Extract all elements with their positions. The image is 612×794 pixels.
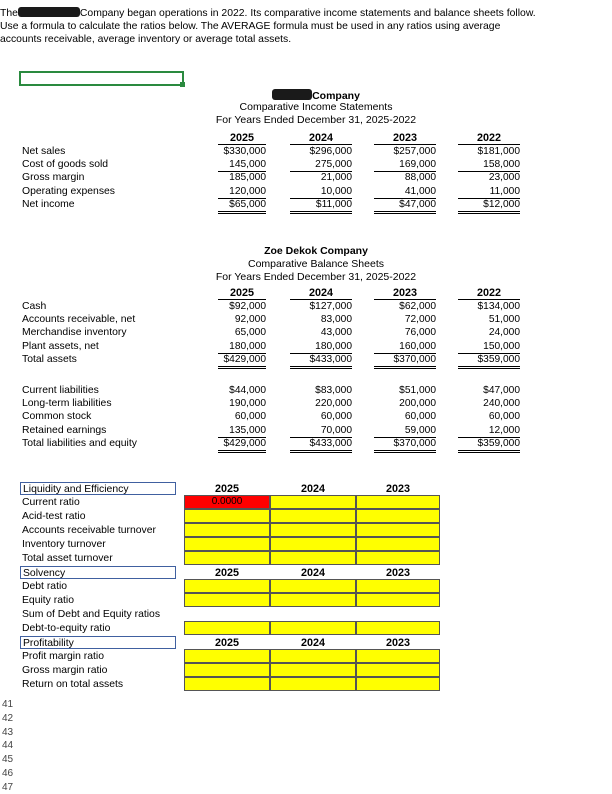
ratio-input-cell[interactable] xyxy=(270,649,356,663)
liability-value: 60,000 xyxy=(404,411,436,423)
instructions xyxy=(0,7,606,47)
ratio-label: Debt-to-equity ratio xyxy=(22,623,111,634)
income-year-2023: 2023 xyxy=(374,132,436,145)
ratio-input-cell[interactable] xyxy=(356,677,440,691)
ratio-input-cell[interactable] xyxy=(356,495,440,509)
asset-value: 51,000 xyxy=(488,314,520,326)
asset-value: 43,000 xyxy=(320,327,352,339)
ratio-year-2025: 2025 xyxy=(214,483,240,495)
current-ratio-2025-cell[interactable]: 0.0000 xyxy=(184,495,270,509)
liability-value: $83,000 xyxy=(315,385,352,396)
asset-value: 65,000 xyxy=(234,327,266,339)
liability-value: 220,000 xyxy=(315,398,352,410)
income-value: $296,000 xyxy=(309,146,352,157)
income-company-title: Company xyxy=(190,89,442,102)
ratio-input-cell[interactable] xyxy=(270,593,356,607)
asset-value: 180,000 xyxy=(218,340,266,354)
income-value: $257,000 xyxy=(393,146,436,157)
ratio-input-cell[interactable] xyxy=(270,579,356,593)
ratio-input-cell[interactable] xyxy=(270,537,356,551)
liability-value: $44,000 xyxy=(229,385,266,396)
liability-value: $51,000 xyxy=(399,385,436,396)
asset-value: 83,000 xyxy=(320,314,352,326)
ratio-year-2023: 2023 xyxy=(385,637,411,649)
ratio-input-cell[interactable] xyxy=(356,663,440,677)
asset-value: $127,000 xyxy=(309,301,352,312)
ratio-input-cell[interactable] xyxy=(270,621,356,635)
asset-value: 150,000 xyxy=(458,340,520,354)
income-value: $330,000 xyxy=(223,146,266,157)
balance-year-2023: 2023 xyxy=(374,287,436,300)
section-header-liquidity: Liquidity and Efficiency xyxy=(20,482,176,495)
asset-value: 24,000 xyxy=(488,327,520,339)
ratio-label: Gross margin ratio xyxy=(22,665,108,676)
income-value: $11,000 xyxy=(290,198,352,214)
ratio-input-cell[interactable] xyxy=(356,579,440,593)
asset-value: $429,000 xyxy=(218,353,266,369)
ratio-year-2024: 2024 xyxy=(300,637,326,649)
ratio-input-cell[interactable] xyxy=(270,495,356,509)
ratio-input-cell[interactable] xyxy=(184,537,270,551)
ratio-label: Accounts receivable turnover xyxy=(22,525,156,536)
instructions-line-1 xyxy=(0,7,606,20)
liability-value: $47,000 xyxy=(483,385,520,396)
ratio-input-cell[interactable] xyxy=(356,593,440,607)
liability-value: 60,000 xyxy=(320,411,352,423)
income-row-label: Gross margin xyxy=(22,172,85,184)
ratio-label: Total asset turnover xyxy=(22,553,113,564)
asset-value: 76,000 xyxy=(404,327,436,339)
ratio-year-2023: 2023 xyxy=(385,567,411,579)
ratio-year-2025: 2025 xyxy=(214,567,240,579)
ratio-input-cell[interactable] xyxy=(184,677,270,691)
ratio-label: Debt ratio xyxy=(22,581,68,592)
ratio-label: Inventory turnover xyxy=(22,539,106,550)
income-value: $181,000 xyxy=(477,146,520,157)
liability-value: 59,000 xyxy=(374,424,436,438)
income-year-2024: 2024 xyxy=(290,132,352,145)
ratio-input-cell[interactable] xyxy=(356,537,440,551)
asset-value: $359,000 xyxy=(458,353,520,369)
ratio-year-2023: 2023 xyxy=(385,483,411,495)
row-number[interactable]: 41 xyxy=(2,699,14,710)
row-number[interactable]: 44 xyxy=(2,740,14,752)
liability-row-label: Retained earnings xyxy=(22,424,107,436)
income-value: 21,000 xyxy=(320,172,352,184)
income-value: 23,000 xyxy=(488,172,520,184)
liability-value: 12,000 xyxy=(458,424,520,438)
liability-value: $370,000 xyxy=(374,437,436,453)
ratio-input-cell[interactable] xyxy=(356,621,440,635)
liability-value: $359,000 xyxy=(458,437,520,453)
ratio-input-cell[interactable] xyxy=(270,677,356,691)
section-header-profitability: Profitability xyxy=(20,636,176,649)
liability-value: 240,000 xyxy=(483,398,520,410)
asset-row-label: Accounts receivable, net xyxy=(22,314,136,326)
asset-value: $134,000 xyxy=(477,301,520,312)
redacted-company-logo xyxy=(272,89,312,100)
income-value: 88,000 xyxy=(404,172,436,184)
balance-year-2024: 2024 xyxy=(290,287,352,300)
ratio-label: Acid-test ratio xyxy=(22,511,86,522)
liability-row-label: Common stock xyxy=(22,411,92,423)
ratio-input-cell[interactable] xyxy=(184,663,270,677)
asset-row-label: Merchandise inventory xyxy=(22,327,127,339)
balance-subtitle: Comparative Balance Sheets xyxy=(248,258,384,270)
ratio-input-cell[interactable] xyxy=(270,663,356,677)
income-value: 10,000 xyxy=(290,185,352,199)
liability-row-label: Long-term liabilities xyxy=(22,398,112,410)
row-number[interactable]: 45 xyxy=(2,754,14,766)
asset-value: $92,000 xyxy=(229,301,266,312)
liability-value: $429,000 xyxy=(218,437,266,453)
section-header-solvency: Solvency xyxy=(20,566,176,579)
liability-value: 135,000 xyxy=(218,424,266,438)
income-year-2025: 2025 xyxy=(218,132,266,145)
income-value: 185,000 xyxy=(229,172,266,184)
income-row-label: Net sales xyxy=(22,146,66,157)
row-number[interactable]: 47 xyxy=(2,781,14,793)
liability-value: 70,000 xyxy=(290,424,352,438)
ratio-input-cell[interactable] xyxy=(184,579,270,593)
income-value: $65,000 xyxy=(218,198,266,214)
income-value: 11,000 xyxy=(458,185,520,199)
balance-year-2025: 2025 xyxy=(218,287,266,300)
asset-value: $433,000 xyxy=(290,353,352,369)
asset-value: $62,000 xyxy=(399,301,436,312)
income-value: 169,000 xyxy=(374,158,436,172)
ratio-label: Equity ratio xyxy=(22,595,74,606)
instructions-the: The xyxy=(0,8,18,19)
income-row-label: Operating expenses xyxy=(22,185,115,197)
asset-value: 160,000 xyxy=(374,340,436,354)
income-value: 145,000 xyxy=(218,158,266,172)
income-year-2022: 2022 xyxy=(458,132,520,145)
ratio-input-cell[interactable] xyxy=(184,509,270,523)
ratio-year-2025: 2025 xyxy=(214,637,240,649)
ratio-input-cell[interactable] xyxy=(184,593,270,607)
balance-year-2022: 2022 xyxy=(458,287,520,300)
ratio-input-cell[interactable] xyxy=(184,551,270,565)
instructions-line-3: accounts receivable, average inventory or average total assets. xyxy=(0,34,292,46)
asset-value: 92,000 xyxy=(234,314,266,326)
liability-value: 190,000 xyxy=(229,398,266,410)
ratio-label: Sum of Debt and Equity ratios xyxy=(22,609,161,620)
instructions-line-1-text: Company began operations in 2022. Its comparative income statements and balance sheets follow. xyxy=(79,8,536,19)
row-number[interactable]: 42 xyxy=(2,712,14,724)
ratio-year-2024: 2024 xyxy=(300,483,326,495)
redacted-company-name xyxy=(18,7,80,17)
asset-value: $370,000 xyxy=(374,353,436,369)
instructions-line-2: Use a formula to calculate the ratios below. The AVERAGE formula must be used in any ratios using average xyxy=(0,21,501,33)
balance-company-title: Zoe Dekok Company xyxy=(264,245,368,257)
ratio-year-2024: 2024 xyxy=(300,567,326,579)
liability-row-label: Current liabilities xyxy=(22,385,99,396)
ratio-input-cell[interactable] xyxy=(270,523,356,537)
ratio-input-cell[interactable] xyxy=(356,551,440,565)
liability-value: 60,000 xyxy=(234,411,266,423)
income-value: 120,000 xyxy=(218,185,266,199)
ratio-input-cell[interactable] xyxy=(356,523,440,537)
ratio-input-cell[interactable] xyxy=(270,509,356,523)
ratio-input-cell[interactable] xyxy=(356,649,440,663)
income-row-label: Cost of goods sold xyxy=(22,159,109,171)
ratio-input-cell[interactable] xyxy=(184,621,270,635)
income-value: $47,000 xyxy=(374,198,436,214)
asset-row-label: Cash xyxy=(22,301,47,312)
fill-handle[interactable] xyxy=(180,82,185,87)
asset-row-label: Plant assets, net xyxy=(22,340,99,352)
asset-value: 180,000 xyxy=(290,340,352,354)
income-subtitle: Comparative Income Statements xyxy=(239,101,393,113)
row-number[interactable]: 46 xyxy=(2,768,14,779)
ratio-label: Profit margin ratio xyxy=(22,651,104,662)
liability-row-label: Total liabilities and equity xyxy=(22,437,137,449)
row-number[interactable]: 43 xyxy=(2,726,14,738)
ratio-label: Return on total assets xyxy=(22,679,124,690)
balance-period: For Years Ended December 31, 2025-2022 xyxy=(215,271,417,283)
ratio-input-cell[interactable] xyxy=(356,509,440,523)
liability-value: 60,000 xyxy=(488,411,520,423)
income-value: 158,000 xyxy=(458,158,520,172)
income-value: $12,000 xyxy=(458,198,520,214)
ratio-input-cell[interactable] xyxy=(270,551,356,565)
ratio-label: Current ratio xyxy=(22,497,80,508)
ratio-input-cell[interactable] xyxy=(184,523,270,537)
asset-row-label: Total assets xyxy=(22,353,77,365)
asset-value: 72,000 xyxy=(404,314,436,326)
income-value: 275,000 xyxy=(290,158,352,172)
ratio-input-cell[interactable] xyxy=(184,649,270,663)
liability-value: $433,000 xyxy=(290,437,352,453)
income-value: 41,000 xyxy=(374,185,436,199)
income-row-label: Net income xyxy=(22,198,75,210)
liability-value: 200,000 xyxy=(399,398,436,410)
selected-cell[interactable] xyxy=(19,71,184,86)
income-period: For Years Ended December 31, 2025-2022 xyxy=(215,114,417,126)
